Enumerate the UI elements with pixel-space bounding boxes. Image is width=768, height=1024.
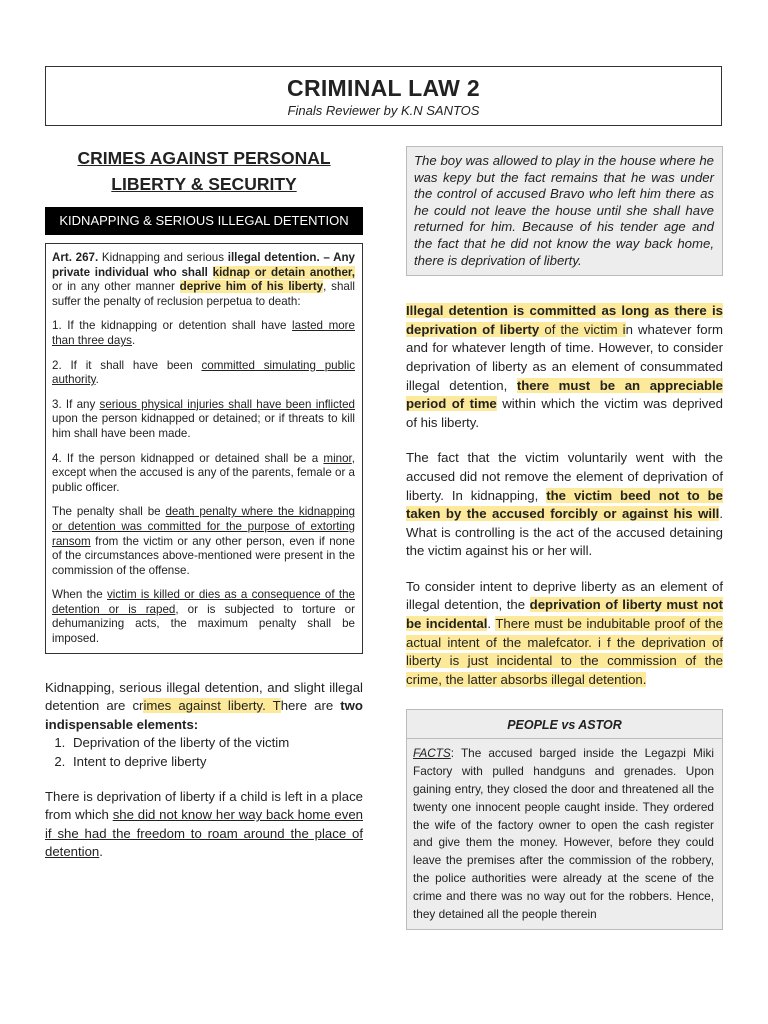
elements-list — [45, 734, 363, 771]
underlined-text: she did not know her way back home even if she had the freedom to roam around the place of detention — [45, 807, 363, 860]
article-number: Art. 267. — [52, 251, 99, 264]
right-column — [406, 146, 723, 930]
section-title-line1: CRIMES AGAINST PERSONAL — [77, 148, 331, 168]
facts-text: : The accused barged inside the Legazpi Miki Factory with pulled handguns and grenades. Upon gaining entry, they closed the door and threatened all the twenty one innocent people caught inside. They ordered the wife of the factory owner to open the cash register and give them the money. However, before they could leave the premises after the commission of the robbery, the police authorities were already at the scene of the crime and there was no way out for the robbers. Hence, they detained all the people therein — [413, 746, 714, 921]
case-title: PEOPLE vs ASTOR — [407, 710, 722, 739]
document-subtitle: Finals Reviewer by K.N SANTOS — [287, 103, 480, 118]
article-heading: illegal detention. — [227, 251, 320, 264]
left-column — [45, 143, 363, 879]
underlined-text: minor — [323, 451, 352, 465]
article-clause-3: 3. If any serious physical injuries shall have been inflicted upon the person kidnapped or detained; or if threats to kill him shall have been made. — [52, 397, 356, 440]
highlight-text: Illegal detention is committed as long as there is deprivation of liberty — [406, 303, 723, 337]
highlight-text: of the victim i — [539, 321, 626, 337]
intent-para: To consider intent to deprive liberty as an element of illegal detention, the deprivation of liberty must not be incidental. There must be indubitable proof of the actual intent of the malefcator. i f the deprivation of liberty is just incidental to the commission of the crime, the latter absorbs illegal detention. — [406, 578, 724, 687]
section-title — [45, 145, 363, 197]
highlight-text: deprive him of his liberty — [179, 280, 324, 294]
article-clause-2: 2. If it shall have been committed simulating public authority. — [52, 358, 356, 387]
underlined-text: victim is killed or dies as a consequence of the detention or is raped — [52, 588, 355, 616]
case-quote-box: The boy was allowed to play in the house where he was kepy but the fact remains that he was under the control of accused Bravo who left him there as he could not leave the house until she shall have returned for him. Because of his tender age and the fact that he did not know the way back home, there is deprivation of liberty. — [406, 146, 723, 276]
facts-label: FACTS — [413, 746, 451, 761]
article-text: or in any other manner — [52, 280, 180, 294]
highlight-text: the victim beed not to be taken by the accused forcibly or against his will — [406, 487, 724, 522]
case-facts — [407, 739, 722, 929]
bold-text: two indispensable elements: — [45, 698, 363, 732]
underlined-text: serious physical injuries shall have been inflicted — [99, 397, 356, 411]
highlight-text: imes against liberty. T — [143, 698, 281, 714]
article-clause-1: 1. If the kidnapping or detention shall have lasted more than three days. — [52, 319, 355, 347]
right-body — [406, 302, 723, 689]
highlight-text: deprivation of liberty must not be incidental — [406, 597, 723, 632]
section-title-line2: LIBERTY & SECURITY — [111, 174, 297, 194]
voluntary-para: The fact that the victim voluntarily went with the accused did not remove the element of deprivation of liberty. In kidnapping, the victim beed not to be taken by the accused forcibly or against his will. What is controlling is the act of the accused detaining the victim against his or her will. — [406, 450, 724, 559]
left-body — [45, 679, 363, 862]
elements-intro: Kidnapping, serious illegal detention, and slight illegal detention are crimes against liberty. There are two indispensable elements: — [45, 679, 363, 732]
underlined-text: death penalty where the kidnapping or detention was committed for the purpose of extorting ransom — [52, 505, 355, 548]
illegal-detention-para: Illegal detention is committed as long as there is deprivation of liberty of the victim in whatever form and for whatever length of time. However, to consider deprivation of liberty as an element of consummated illegal detention, there must be an appreciable period of time within which the victim was deprived of his liberty. — [406, 303, 724, 430]
document-header — [45, 66, 722, 126]
article-text: , shall suffer the penalty of reclusion perpetua to death: — [52, 280, 355, 308]
article-267-box — [45, 243, 363, 654]
highlight-text: there must be an appreciable period of time — [406, 377, 723, 412]
article-text-bold: – Any private individual who shall — [52, 251, 355, 279]
list-item: 2. Intent to deprive liberty — [69, 753, 363, 772]
case-box — [406, 709, 723, 930]
article-penalty-para: The penalty shall be death penalty where the kidnapping or detention was committed for the purpose of extorting ransom from the victim or any other person, even if none of the circumstances above-mentioned were present in the commission of the offense. — [52, 505, 355, 577]
child-deprivation-para: There is deprivation of liberty if a child is left in a place from which she did not know her way back home even if she had the freedom to roam around the place of detention. — [45, 788, 363, 860]
highlight-text: There must be indubitable proof of the actual intent of the malefcator. i f the deprivation of liberty is just incidental to the commission of the crime, the latter absorbs illegal detention. — [406, 616, 724, 687]
underlined-text: committed simulating public authority — [52, 358, 356, 387]
subsection-heading: KIDNAPPING & SERIOUS ILLEGAL DETENTION — [45, 207, 363, 235]
highlight-text: kidnap or detain another, — [212, 265, 355, 279]
article-maximum-penalty-para: When the victim is killed or dies as a consequence of the detention or is raped, or is subjected to torture or dehumanizing acts, the maximum penalty shall be imposed. — [52, 588, 355, 646]
article-clause-4: 4. If the person kidnapped or detained shall be a minor, except when the accused is any of the parents, female or a public officer. — [52, 451, 355, 494]
document-title: CRIMINAL LAW 2 — [287, 75, 480, 101]
article-text: Kidnapping and serious — [98, 251, 228, 264]
underlined-text: lasted more than three days — [52, 319, 355, 347]
list-item: 1. Deprivation of the liberty of the victim — [69, 734, 363, 753]
article-intro — [52, 251, 355, 309]
